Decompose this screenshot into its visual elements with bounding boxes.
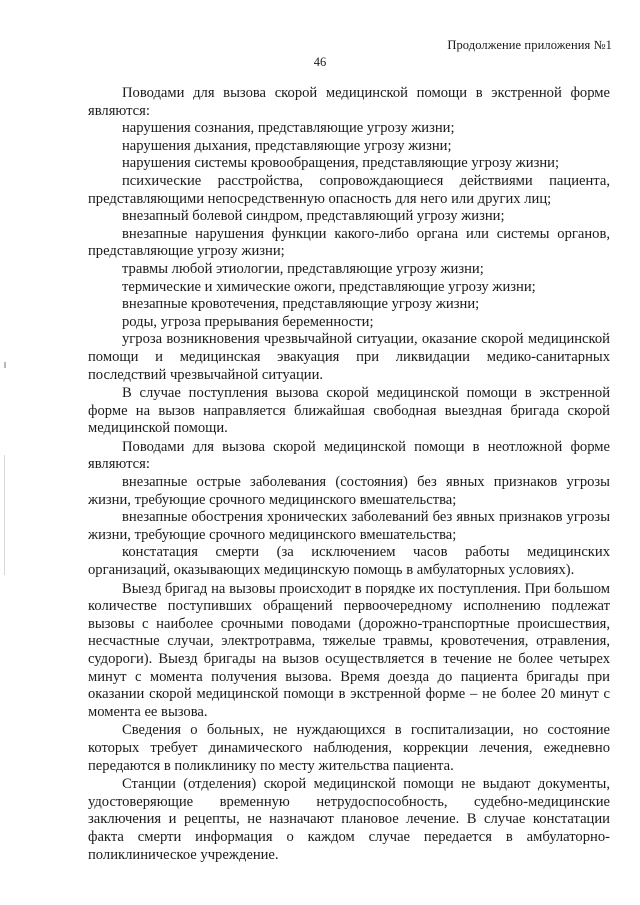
list-item: внезапные кровотечения, представляющие угрозу жизни; [122,296,480,313]
list-item: термические и химические ожоги, представляющие угрозу жизни; [122,278,536,295]
list-item: внезапные острые заболевания (состояния) без явных признаков угрозы жизни, требующие срочного медицинского вмешательства; [88,474,610,508]
paragraph: Поводами для вызова скорой медицинской помощи в экстренной форме являются: [88,85,610,119]
list-item: травмы любой этиологии, представляющие угрозу жизни; [122,260,484,277]
list-item: нарушения системы кровообращения, представляющие угрозу жизни; [122,155,560,172]
scan-margin-mark [4,455,5,575]
list-item: констатация смерти (за исключением часов работы медицинских организаций, оказывающих медицинскую помощь в амбулаторных условиях). [88,544,610,579]
list-item: нарушения сознания, представляющие угрозу жизни; [122,120,455,137]
paragraph: В случае поступления вызова скорой медицинской помощи в экстренной форме на вызов направляется ближайшая свободная выездная бригада скорой медицинской помощи. [88,385,610,437]
list-item: психические расстройства, сопровождающиеся действиями пациента, представляющими непосредственную опасность для него или других лиц; [88,172,610,207]
appendix-continuation-header: Продолжение приложения №1 [447,38,612,52]
paragraph: Поводами для вызова скорой медицинской помощи в неотложной форме являются: [88,438,610,473]
list-item: внезапный болевой синдром, представляющий угрозу жизни; [122,208,505,225]
list-item: угроза возникновения чрезвычайной ситуации, оказание скорой медицинской помощи и медицинская эвакуация при ликвидации медико-санитарных последствий чрезвычайной ситуации. [88,331,610,383]
list-item: нарушения дыхания, представляющие угрозу жизни; [122,137,452,154]
paragraph: Выезд бригад на вызовы происходит в порядке их поступления. При большом количестве поступивших обращений первоочередному исполнению подлежат вызовы с наиболее срочными поводами (дорожно-транспортные происшествия, несчастные случаи, электротравма, тяжелые травмы, кровотечения, отравления, судороги). Выезд бригады на вызов осуществляется в течение не более четырех минут с момента получения вызова. Время доезда до пациента бригады при оказании скорой медицинской помощи в экстренной форме – не более 20 минут с момента ее вызова. [88,580,610,720]
list-item: внезапные обострения хронических заболеваний без явных признаков угрозы жизни, требующие срочного медицинского вмешательства; [88,509,610,543]
scan-margin-mark [4,362,6,368]
list-item: внезапные нарушения функции какого-либо органа или системы органов, представляющие угрозу жизни; [88,225,610,260]
list-item: роды, угроза прерывания беременности; [122,313,374,330]
paragraph: Сведения о больных, не нуждающихся в госпитализации, но состояние которых требует динамического наблюдения, коррекции лечения, ежедневно передаются в поликлинику по месту жительства пациента. [88,722,610,774]
paragraph: Станции (отделения) скорой медицинской помощи не выдают документы, удостоверяющие временную нетрудоспособность, судебно-медицинские заключения и рецепты, не назначают плановое лечение. В случае констатации факта смерти информация о каждом случае передается в амбулаторно-поликлиническое учреждение. [88,776,610,863]
document-body [88,85,610,864]
page-number: 46 [313,55,327,69]
